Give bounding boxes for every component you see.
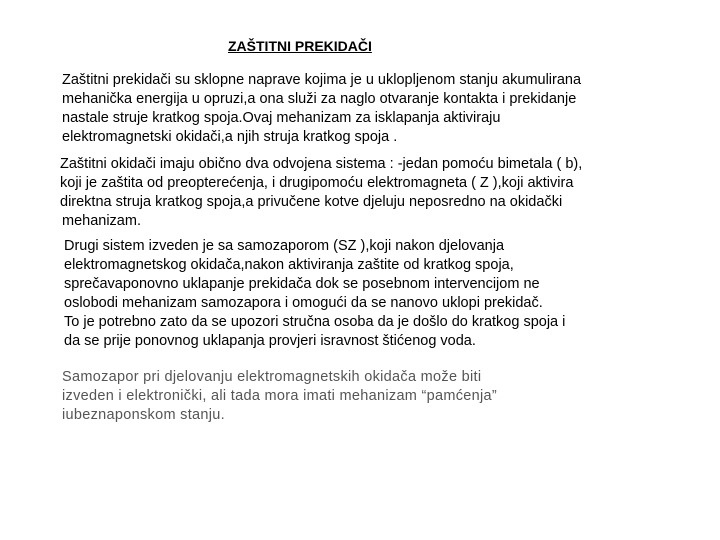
paragraph-electronic-note bbox=[62, 368, 497, 425]
text-line: Zaštitni prekidači su sklopne naprave kojima je u uklopljenom stanju akumulirana bbox=[62, 72, 582, 88]
text-line: To je potrebno zato da se upozori stručna osoba da je došlo do kratkog spoja i bbox=[64, 314, 566, 330]
paragraph-trip-systems bbox=[60, 155, 582, 231]
text-line: koji je zaštita od preopterećenja, i drugipomoću elektromagneta ( Z ),koji aktivira bbox=[60, 175, 574, 191]
paragraph-self-lock bbox=[64, 237, 565, 351]
text-line: sprečavaponovno uklapanje prekidača dok se posebnom intervencijom ne bbox=[64, 276, 540, 292]
text-line: direktna struja kratkog spoja,a privučene kotve djeluju neposredno na okidački bbox=[60, 194, 563, 210]
text-line: oslobodi mehanizam samozapora i omogući da se nanovo uklopi prekidač. bbox=[64, 295, 543, 311]
text-line: elektromagnetskog okidača,nakon aktiviranja zaštite od kratkog spoja, bbox=[64, 257, 514, 273]
text-line: da se prije ponovnog uklapanja provjeri isravnost štićenog voda. bbox=[64, 333, 476, 349]
text-line: Drugi sistem izveden je sa samozaporom (SZ ),koji nakon djelovanja bbox=[64, 238, 505, 254]
text-line: Zaštitni okidači imaju obično dva odvojena sistema : -jedan pomoću bimetala ( b), bbox=[60, 156, 583, 172]
text-line: iubeznaponskom stanju. bbox=[62, 407, 225, 423]
text-line: mehanička energija u opruzi,a ona služi za naglo otvaranje kontakta i prekidanje bbox=[62, 91, 577, 107]
paragraph-intro bbox=[62, 71, 581, 147]
text-line: izveden i elektronički, ali tada mora imati mehanizam “pamćenja” bbox=[62, 388, 498, 404]
text-line: Samozapor pri djelovanju elektromagnetskih okidača može biti bbox=[62, 369, 482, 385]
text-line: mehanizam. bbox=[62, 213, 141, 229]
text-line: elektromagnetski okidači,a njih struja kratkog spoja . bbox=[62, 129, 398, 145]
text-line: nastale struje kratkog spoja.Ovaj mehanizam za isklapanja aktiviraju bbox=[62, 110, 501, 126]
page-title: ZAŠTITNI PREKIDAČI bbox=[228, 38, 372, 54]
